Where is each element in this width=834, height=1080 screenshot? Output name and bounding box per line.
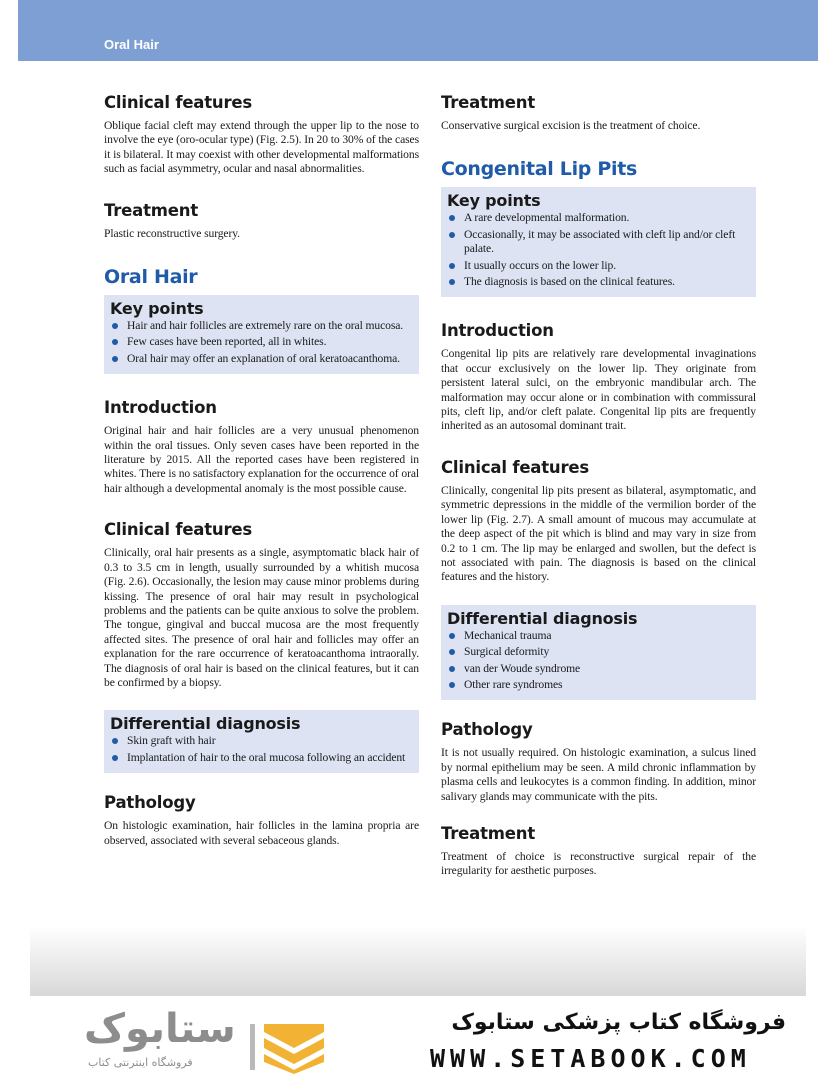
list-item: Occasionally, it may be associated with cleft lip and/or cleft palate. [447,228,748,257]
key-points-title: Key points [447,191,541,211]
pathology-paragraph: It is not usually required. On histologic examination, a sulcus lined by normal epithelium may be seen. A mild chronic inflammation by plasma cells and leukocytes is a common finding. In addition, minor salivary glands may communicate with the pits. [441,746,756,803]
treatment-paragraph: Treatment of choice is reconstructive surgical repair of the irregularity for aesthetic purposes. [441,849,756,878]
page-bottom-shadow [30,926,806,996]
section-title-introduction: Introduction [104,398,217,418]
differential-diagnosis-title: Differential diagnosis [110,714,301,734]
treatment-paragraph: Conservative surgical excision is the treatment of choice. [441,119,701,132]
differential-diagnosis-box [441,605,756,701]
list-item: It usually occurs on the lower lip. [447,259,748,273]
section-title-introduction: Introduction [441,321,554,341]
key-points-list [110,319,411,366]
introduction-paragraph: Congenital lip pits are relatively rare developmental invaginations that occur exclusively on the lower lip. They originate from persistent lateral sulci, on the embryonic mandibular arch. The malformation may occur alone or in combination with commissural pits, cleft lip, and/or cleft palate. Congenital lip pits are frequently inherited as an autosomal dominant trait. [441,347,756,433]
differential-diagnosis-list [110,734,411,765]
shop-title: فروشگاه کتاب پزشکی ستابوک [451,1010,786,1035]
list-item: Other rare syndromes [447,678,748,692]
bullet-dot-icon [112,356,118,362]
footer-watermark [0,996,834,1080]
key-points-box [441,187,756,297]
list-item: van der Woude syndrome [447,662,748,676]
bullet-dot-icon [449,215,455,221]
introduction-paragraph: Original hair and hair follicles are a very unusual phenomenon within the oral tissues. Only seven cases have been reported in the literature by 2015. All the reported cases have been registered in whites. There is no satisfactory explanation for the occurrence of oral hair although a developmental anomaly is the most possible cause. [104,424,419,495]
bullet-dot-icon [449,279,455,285]
list-item: Mechanical trauma [447,629,748,643]
logo-subtitle: فروشگاه اینترنتی کتاب [88,1056,193,1069]
bullet-dot-icon [112,339,118,345]
running-header-title: Oral Hair [104,37,159,52]
key-points-box [104,295,419,374]
differential-diagnosis-title: Differential diagnosis [447,608,638,628]
key-points-title: Key points [110,299,204,319]
logo-wordmark: ستابوک [84,1006,236,1052]
list-item: Skin graft with hair [110,734,411,748]
treatment-paragraph: Plastic reconstructive surgery. [104,226,240,240]
differential-diagnosis-list [447,629,748,693]
section-title-treatment: Treatment [441,93,536,112]
bullet-dot-icon [449,682,455,688]
list-item: The diagnosis is based on the clinical features. [447,275,748,289]
running-header [18,0,818,61]
clinical-features-paragraph: Clinically, oral hair presents as a single, asymptomatic black hair of 0.3 to 3.5 cm in length, usually surrounded by a whitish mucosa (Fig. 2.6). Occasionally, the lesion may cause minor problems during kissing. The presence of oral hair may result in psychological problems and the patients can be quite anxious to solve the problem. The tongue, gingival and buccal mucosa are the most frequently affected sites. The presence of oral hair and follicles may offer an explanation for the rare occurrence of keratoacanthoma intraorally. The diagnosis of oral hair is based on the clinical features, but it can be confirmed by a biopsy. [104,546,419,689]
section-title-treatment: Treatment [104,200,199,220]
section-title-clinical-features: Clinical features [104,520,253,540]
bullet-dot-icon [112,323,118,329]
chapter-title-oral-hair: Oral Hair [104,266,198,289]
logo-chevron-icon [250,1018,330,1074]
bullet-dot-icon [449,633,455,639]
section-title-pathology: Pathology [104,793,196,813]
list-item: Oral hair may offer an explanation of oral keratoacanthoma. [110,352,411,366]
differential-diagnosis-box [104,710,419,773]
bullet-dot-icon [112,755,118,761]
bullet-dot-icon [449,649,455,655]
list-item: Implantation of hair to the oral mucosa following an accident [110,751,411,765]
right-column [441,93,756,879]
list-item: A rare developmental malformation. [447,211,748,225]
clinical-features-paragraph: Oblique facial cleft may extend through the upper lip to the nose to involve the eye (oro-ocular type) (Fig. 2.5). In 20 to 30% of the cases it is bilateral. It may coexist with other developmental malformations such as facial asymmetry, ocular and nasal abnormalities. [104,119,419,176]
pathology-paragraph: On histologic examination, hair follicles in the lamina propria are observed, associated with several sebaceous glands. [104,819,419,847]
bullet-dot-icon [112,738,118,744]
section-title-pathology: Pathology [441,720,533,740]
bullet-dot-icon [449,263,455,269]
section-title-clinical-features: Clinical features [104,93,253,112]
bullet-dot-icon [449,232,455,238]
chapter-title-congenital-lip-pits: Congenital Lip Pits [441,158,638,181]
key-points-list [447,211,748,289]
left-column [104,93,419,848]
section-title-clinical-features: Clinical features [441,457,590,477]
clinical-features-paragraph: Clinically, congenital lip pits present as bilateral, asymptomatic, and symmetric depressions in the middle of the vermilion border of the lower lip (Fig. 2.7). A small amount of mucous may accumulate at the deep aspect of the pit which is blind and may vary in size from 0.2 to 1 cm. The lip may be enlarged and swollen, but the defect is not associated with pain. The diagnosis is based on the clinical features and the history. [441,483,756,584]
list-item: Few cases have been reported, all in whites. [110,335,411,349]
list-item: Hair and hair follicles are extremely rare on the oral mucosa. [110,319,411,333]
list-item: Surgical deformity [447,645,748,659]
shop-url[interactable]: WWW.SETABOOK.COM [430,1044,751,1073]
bullet-dot-icon [449,666,455,672]
section-title-treatment: Treatment [441,823,536,843]
